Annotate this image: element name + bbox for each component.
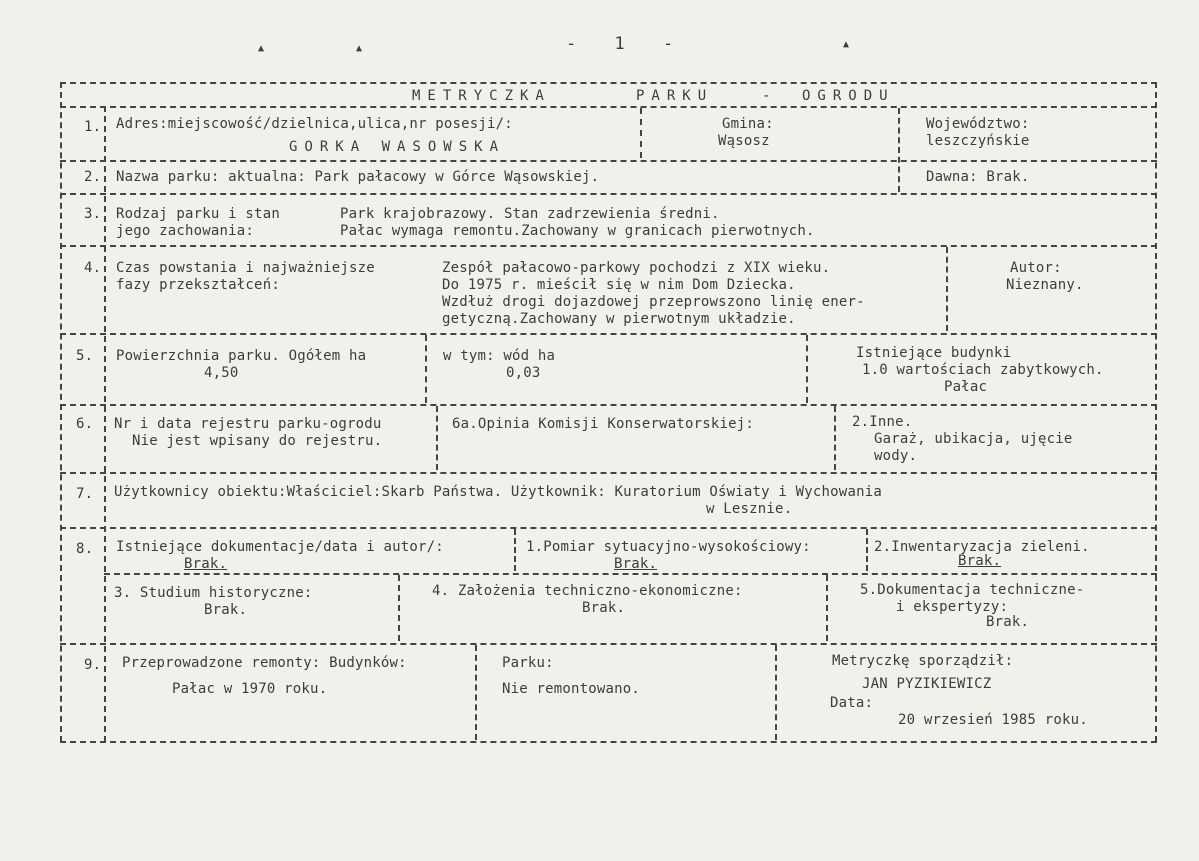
survey-value: Brak. (614, 556, 658, 572)
history-label: Czas powstania i najważniejsze (116, 260, 375, 276)
row-number: 4. (84, 260, 102, 276)
gmina-label: Gmina: (722, 116, 774, 132)
row-separator (60, 160, 1157, 162)
wojewodztwo-label: Województwo: (926, 116, 1030, 132)
park-type-value: Pałac wymaga remontu.Zachowany w granicach pierwotnych. (340, 223, 815, 239)
frame-bottom-line (60, 741, 1157, 743)
column-separator (436, 406, 438, 470)
page-number: - 1 - (566, 34, 688, 54)
other-buildings-value: Garaż, ubikacja, ujęcie (874, 431, 1073, 447)
row-separator (60, 527, 1157, 529)
other-buildings-value: wody. (874, 448, 918, 464)
technical-assumptions-value: Brak. (582, 600, 626, 616)
row-number: 3. (84, 206, 102, 222)
buildings-label: Istniejące budynki (856, 345, 1012, 361)
row-separator (60, 193, 1157, 195)
form-title-dash: - (762, 88, 771, 104)
park-name-current: Nazwa parku: aktualna: Park pałacowy w Górce Wąsowskiej. (116, 169, 600, 185)
row-separator (60, 333, 1157, 335)
frame-right-line (1155, 82, 1157, 742)
row-number: 5. (76, 348, 94, 364)
park-renovations-value: Nie remontowano. (502, 681, 641, 697)
address-label: Adres:miejscowość/dzielnica,ulica,nr posesji/: (116, 116, 513, 132)
column-separator (946, 247, 948, 331)
survey-label: 1.Pomiar sytuacyjno-wysokościowy: (526, 539, 811, 555)
stray-mark: ▲ (258, 43, 265, 54)
author-value: Nieznany. (1006, 277, 1084, 293)
buildings-value: Pałac (944, 379, 988, 395)
park-renovations-label: Parku: (502, 655, 554, 671)
column-separator (775, 645, 777, 740)
column-separator (425, 335, 427, 403)
frame-left-line (60, 82, 62, 742)
form-title-part3: OGRODU (802, 88, 895, 104)
row-number: 9. (84, 657, 102, 673)
row-separator (60, 106, 1157, 108)
water-label: w tym: wód ha (443, 348, 556, 364)
renovations-label: Przeprowadzone remonty: Budynków: (122, 655, 407, 671)
stray-mark: ▲ (356, 43, 363, 54)
historical-study-value: Brak. (204, 602, 248, 618)
row-separator (60, 643, 1157, 645)
row-number: 7. (76, 486, 94, 502)
history-value: Wzdłuż drogi dojazdowej przeprowszono linię ener- (442, 294, 865, 310)
column-separator (640, 108, 642, 158)
form-title-part2: PARKU (636, 88, 714, 104)
history-value: getyczną.Zachowany w pierwotnym układzie. (442, 311, 796, 327)
owners-users-text: Użytkownicy obiektu:Właściciel:Skarb Państwa. Użytkownik: Kuratorium Oświaty i Wychowania (114, 484, 882, 500)
water-value: 0,03 (506, 365, 541, 381)
column-separator (826, 575, 828, 641)
row-separator (60, 472, 1157, 474)
historical-study-label: 3. Studium historyczne: (114, 585, 313, 601)
other-buildings-label: 2.Inne. (852, 414, 913, 430)
commission-opinion-label: 6a.Opinia Komisji Konserwatorskiej: (452, 416, 755, 432)
greenery-inventory-value: Brak. (958, 553, 1002, 569)
row-separator (60, 404, 1157, 406)
park-type-label: jego zachowania: (116, 223, 255, 239)
history-value: Zespół pałacowo-parkowy pochodzi z XIX wieku. (442, 260, 831, 276)
park-name-former: Dawna: Brak. (926, 169, 1030, 185)
frame-top-line (60, 82, 1157, 84)
buildings-value: 1.0 wartościach zabytkowych. (862, 362, 1104, 378)
area-value: 4,50 (204, 365, 239, 381)
documentation-value: Brak. (184, 556, 228, 572)
column-separator (475, 645, 477, 740)
row-number: 1. (84, 119, 102, 135)
author-label: Autor: (1010, 260, 1062, 276)
history-label: fazy przekształceń: (116, 277, 280, 293)
prepared-by-label: Metryczkę sporządził: (832, 653, 1014, 669)
column-separator (834, 406, 836, 470)
register-value: Nie jest wpisany do rejestru. (132, 433, 383, 449)
address-value: GORKA WASOWSKA (289, 139, 506, 155)
gmina-value: Wąsosz (718, 133, 770, 149)
row-number: 6. (76, 416, 94, 432)
column-separator (806, 335, 808, 403)
history-value: Do 1975 r. mieścił się w nim Dom Dziecka. (442, 277, 796, 293)
date-label: Data: (830, 695, 874, 711)
column-separator (898, 108, 900, 192)
column-separator (866, 529, 868, 571)
documentation-label: Istniejące dokumentacje/data i autor/: (116, 539, 444, 555)
owners-users-text: w Lesznie. (706, 501, 793, 517)
technical-docs-label: 5.Dokumentacja techniczne- (860, 582, 1085, 598)
greenery-inventory-label: 2.Inwentaryzacja zieleni. (874, 539, 1090, 555)
date-value: 20 wrzesień 1985 roku. (898, 712, 1088, 728)
row-number: 2. (84, 169, 102, 185)
row-separator (104, 573, 1157, 575)
stray-mark: ▲ (843, 39, 850, 50)
number-column-line (104, 106, 106, 742)
form-title-part1: METRYCZKA (412, 88, 551, 104)
column-separator (514, 529, 516, 571)
park-type-label: Rodzaj parku i stan (116, 206, 280, 222)
register-label: Nr i data rejestru parku-ogrodu (114, 416, 382, 432)
area-label: Powierzchnia parku. Ogółem ha (116, 348, 367, 364)
renovations-value: Pałac w 1970 roku. (172, 681, 328, 697)
wojewodztwo-value: leszczyńskie (926, 133, 1030, 149)
technical-docs-value: Brak. (986, 614, 1030, 630)
technical-assumptions-label: 4. Założenia techniczno-ekonomiczne: (432, 583, 743, 599)
technical-docs-label: i ekspertyzy: (896, 599, 1009, 615)
row-number: 8. (76, 541, 94, 557)
row-separator (60, 245, 1157, 247)
prepared-by-value: JAN PYZIKIEWICZ (862, 676, 992, 692)
column-separator (398, 575, 400, 641)
park-type-value: Park krajobrazowy. Stan zadrzewienia średni. (340, 206, 720, 222)
